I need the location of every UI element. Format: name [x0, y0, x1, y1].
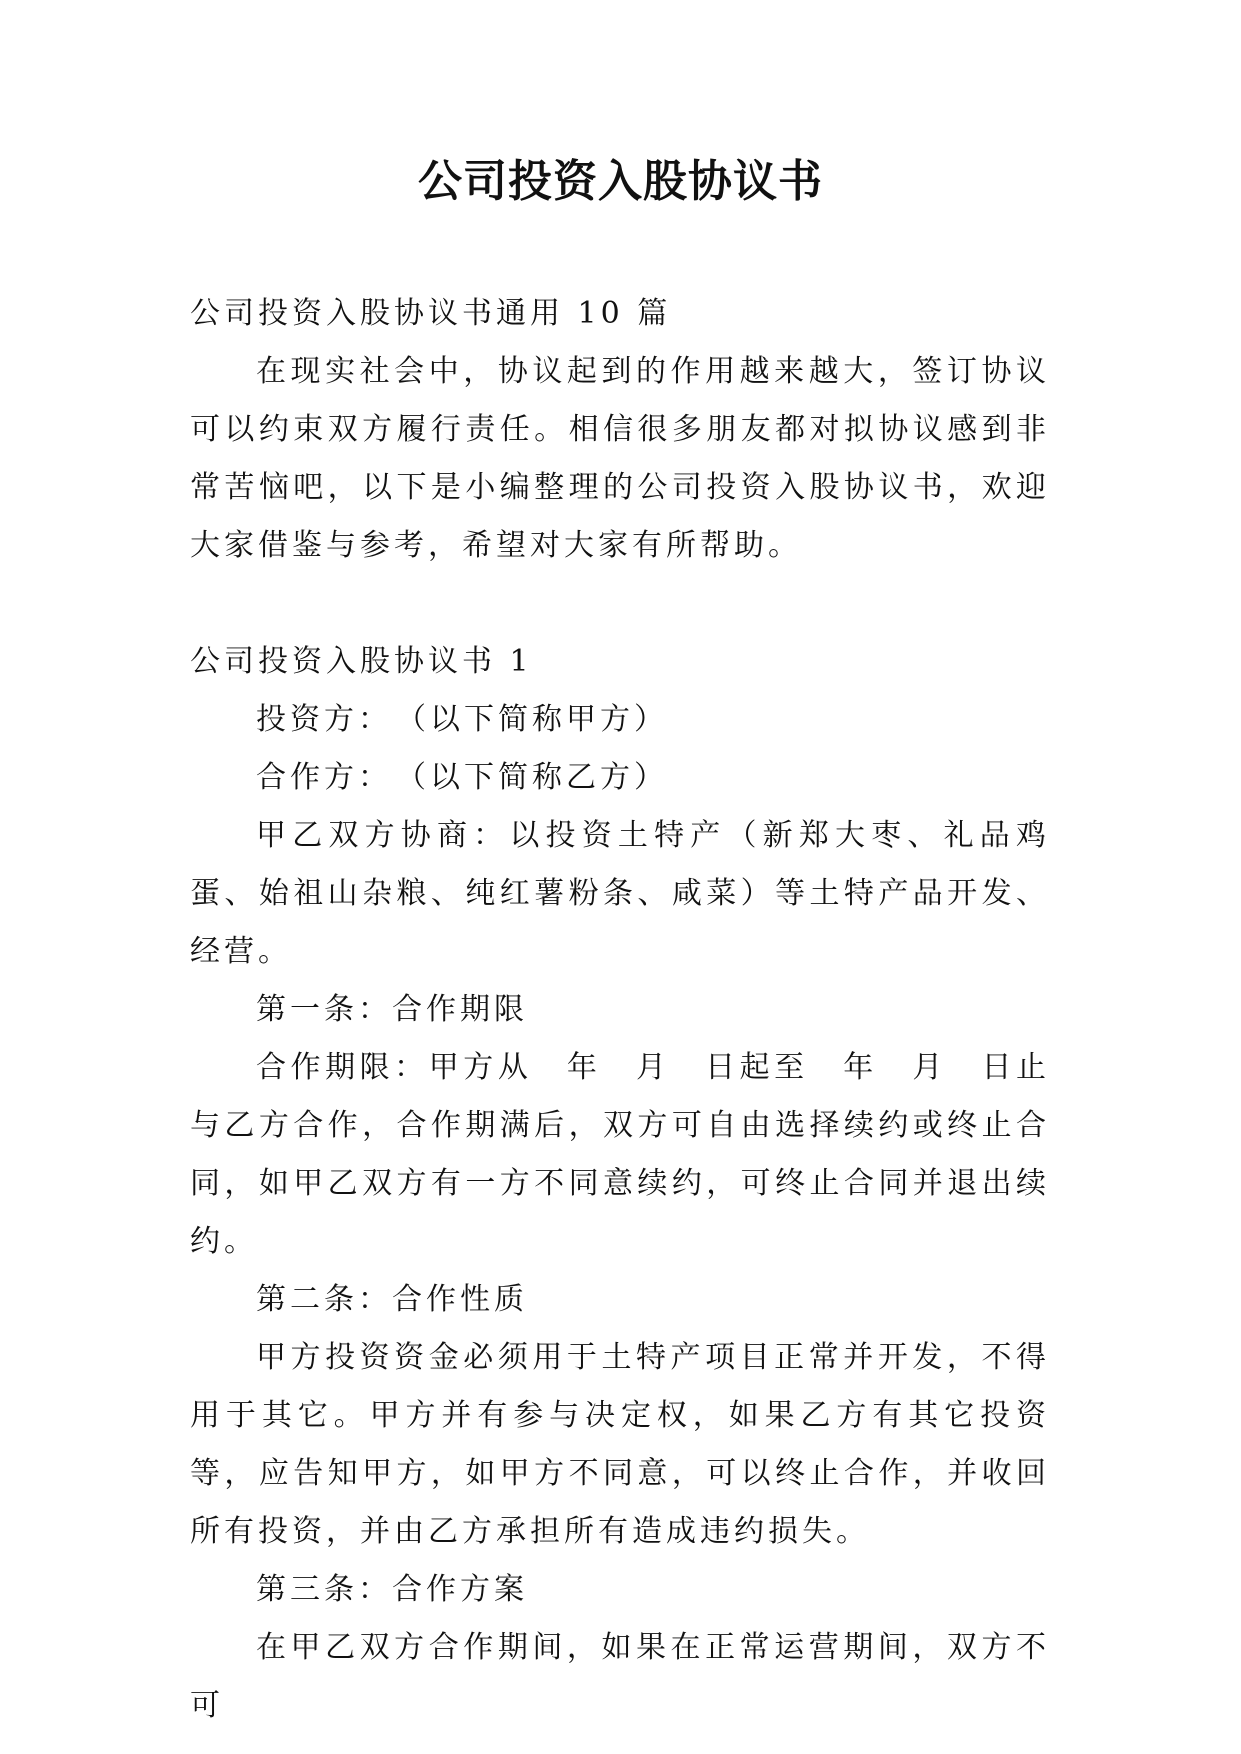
document-subtitle: 公司投资入股协议书通用 10 篇: [190, 296, 672, 331]
article2-paragraph: 甲方投资资金必须用于土特产项目正常并开发，不得用于其它。甲方并有参与决定权，如果乙方有其它投资等，应告知甲方，如甲方不同意，可以终止合作，并收回所有投资，并由乙方承担所有造成违约损失。: [190, 1340, 1050, 1549]
article3-heading: 第三条：合作方案: [256, 1572, 528, 1607]
investor-line: 投资方： （以下简称甲方）: [256, 702, 668, 737]
partner-line: 合作方： （以下简称乙方）: [256, 760, 668, 795]
negotiation-paragraph: 甲乙双方协商：以投资土特产（新郑大枣、礼品鸡蛋、始祖山杂粮、纯红薯粉条、咸菜）等土特产品开发、经营。: [190, 818, 1050, 969]
article3-paragraph: 在甲乙双方合作期间，如果在正常运营期间，双方不可: [190, 1630, 1050, 1723]
paragraph-spacer: [190, 575, 1050, 633]
section-title: 公司投资入股协议书 1: [190, 644, 533, 679]
intro-paragraph: 在现实社会中，协议起到的作用越来越大，签订协议可以约束双方履行责任。相信很多朋友都对拟协议感到非常苦恼吧，以下是小编整理的公司投资入股协议书，欢迎大家借鉴与参考，希望对大家有所帮助。: [190, 354, 1050, 563]
article2-heading: 第二条：合作性质: [256, 1282, 528, 1317]
document-title: 公司投资入股协议书: [418, 156, 823, 207]
article1-paragraph: 合作期限：甲方从 年 月 日起至 年 月 日止与乙方合作，合作期满后，双方可自由选择续约或终止合同，如甲乙双方有一方不同意续约，可终止合同并退出续约。: [190, 1050, 1050, 1259]
article1-heading: 第一条：合作期限: [256, 992, 528, 1027]
document-body: [190, 285, 1050, 1735]
